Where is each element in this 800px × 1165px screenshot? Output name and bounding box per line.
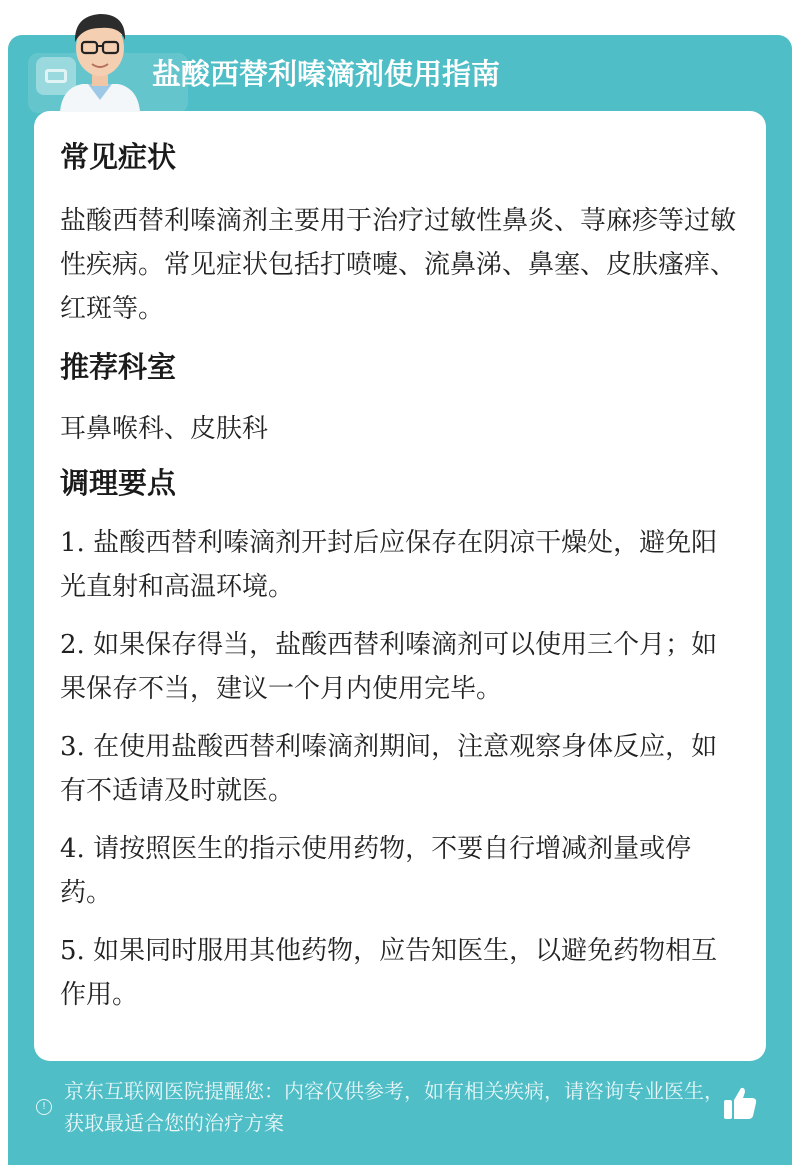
list-item (60, 725, 742, 813)
doctor-avatar-icon (50, 0, 150, 112)
department-text: 耳鼻喉科、皮肤科 (60, 414, 269, 444)
department-heading: 推荐科室 (60, 350, 177, 384)
list-item-text: 盐酸西替利嗪滴剂开封后应保存在阴凉干燥处，避免阳光直射和高温环境。 (60, 528, 718, 602)
list-item-number: 3. (60, 732, 85, 762)
thumbs-up-icon[interactable] (720, 1083, 760, 1123)
symptoms-heading: 常见症状 (60, 140, 177, 174)
list-item-number: 5. (60, 936, 85, 966)
list-item-number: 1. (60, 528, 85, 558)
list-item (60, 623, 742, 711)
list-item-number: 4. (60, 834, 85, 864)
content-card (34, 111, 766, 1061)
list-item (60, 521, 742, 609)
care-heading: 调理要点 (60, 466, 177, 500)
list-item-number: 2. (60, 630, 85, 660)
page-title: 盐酸西替利嗪滴剂使用指南 (152, 57, 501, 91)
list-item-text: 如果同时服用其他药物，应告知医生，以避免药物相互作用。 (60, 936, 718, 1010)
list-item-text: 请按照医生的指示使用药物，不要自行增减剂量或停药。 (60, 834, 692, 908)
disclaimer-text: 京东互联网医院提醒您：内容仅供参考，如有相关疾病，请咨询专业医生，获取最适合您的治疗方案 (64, 1079, 724, 1135)
info-icon: ! (36, 1099, 52, 1115)
list-item-text: 在使用盐酸西替利嗪滴剂期间，注意观察身体反应，如有不适请及时就医。 (60, 732, 718, 806)
footer-disclaimer (36, 1075, 736, 1139)
symptoms-text: 盐酸西替利嗪滴剂主要用于治疗过敏性鼻炎、荨麻疹等过敏性疾病。常见症状包括打喷嚏、流鼻涕、鼻塞、皮肤瘙痒、红斑等。 (60, 206, 737, 324)
list-item-text: 如果保存得当，盐酸西替利嗪滴剂可以使用三个月；如果保存不当，建议一个月内使用完毕。 (60, 630, 718, 704)
list-item (60, 929, 742, 1017)
care-list (60, 521, 742, 1017)
list-item (60, 827, 742, 915)
